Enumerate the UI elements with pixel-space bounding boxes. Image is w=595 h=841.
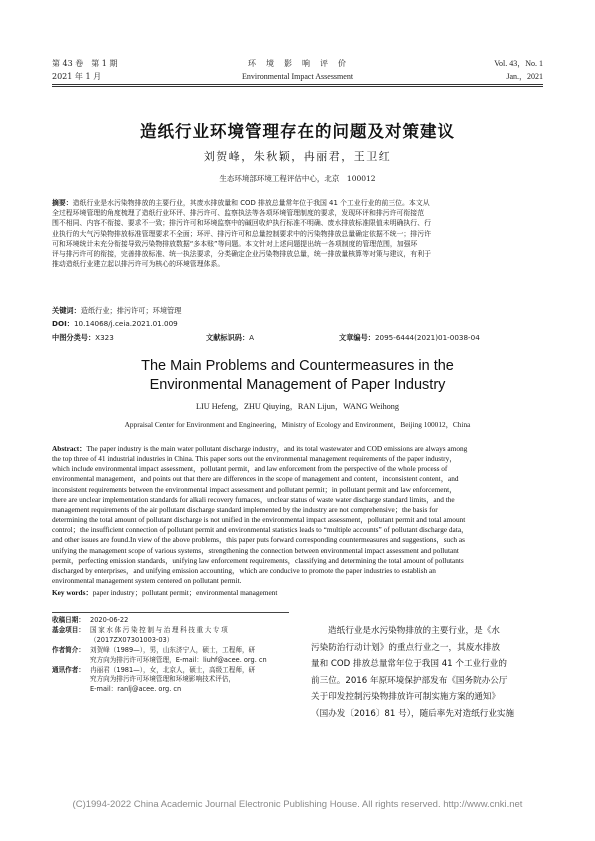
journal-name-zh: 环 境 影 响 评 价 [248, 59, 347, 68]
doc-code-value: A [249, 333, 255, 342]
body-text-zh [311, 623, 544, 723]
abstract-en-line: permit，perfecting emission standards，unifying law enforcement requirements，classifying and determining the total amount of pollutants [52, 555, 464, 565]
doi-link[interactable]: 10.14068/j.ceia.2021.01.009 [73, 319, 178, 328]
doi [52, 319, 178, 329]
keywords-zh-text: 造纸行业；排污许可；环境管理 [80, 306, 182, 315]
footnote-label: 收稿日期： [52, 616, 85, 624]
abstract-en-line: the top three of 41 industrial industries in China. This paper sorts out the environmental management requirements of the paper industry， [52, 454, 457, 464]
article-no-value: 2095-6444(2021)01-0038-04 [374, 333, 480, 342]
keywords-zh [52, 306, 181, 316]
journal-name-en: Environmental Impact Assessment [241, 72, 354, 81]
header-rule [52, 84, 543, 85]
article-title-en [0, 357, 595, 395]
abstract-en [52, 444, 543, 586]
abstract-zh-line: 评与排污许可的衔接，完善排放标准、统一执法要求，分类确定企业污染物排放总量，统一排放量核算等对策与建议，有利于 [52, 250, 431, 259]
abstract-zh-line: 围不相同、内容不衔接、要求不一致；排污许可和环境监察中的碱回收炉执行标准不明确、废水排放标准限值未明确执行、行 [52, 219, 431, 228]
clc-label: 中图分类号： [52, 333, 96, 342]
footnote-label: 基金项目： [52, 625, 85, 634]
abstract-en-line: The paper industry is the main water pollutant discharge industry，and its total wastewater and COD emissions are always among [86, 444, 468, 453]
abstract-zh [52, 198, 543, 269]
header-rule-thin [52, 86, 543, 87]
footnote-label: 通讯作者： [52, 665, 85, 674]
volume-issue-en: Vol. 43，No. 1 [494, 59, 543, 68]
abstract-zh-line: 业执行的大气污染物排放标准管理要求不全面；环评、排污许可和总量控制要求中的污染物排放总量确定依据不统一；排污许 [52, 229, 431, 238]
authors-en: LIU Hefeng，ZHU Qiuying，RAN Lijun，WANG Weihong [196, 402, 399, 411]
footnote-line: 究方向为排污许可环境管理，E-mail：liuhf@acee. org. cn [90, 655, 267, 664]
abstract-en-line: and other issues are found.In view of the above problems，this paper puts forward corresponding countermeasures and suggestions，such as [52, 535, 465, 545]
title-en-line: The Main Problems and Countermeasures in the [141, 358, 454, 374]
body-line: 量和 COD 排放总量常年位于我国 41 个工业行业的 [311, 659, 507, 670]
fund-project [52, 626, 292, 646]
author-bio [52, 646, 292, 666]
footnote-line: 2020-06-22 [90, 616, 129, 624]
keywords-en-text: paper industry；pollutant permit；environmental management [92, 588, 278, 597]
corresponding-author [52, 666, 292, 696]
abstract-zh-line: 可和环境统计未充分衔接导致污染物排放数据“多本账”等问题。本文针对上述问题提出统一各项制度的管理范围，加强环 [52, 239, 418, 248]
affiliation-zh: 生态环境部环境工程评估中心，北京 100012 [219, 174, 376, 183]
abstract-en-line: determining the total amount of pollutant discharge is not unified in the environmental impact assessment，pollutant permit and total amount [52, 515, 466, 525]
abstract-zh-label: 摘要： [52, 199, 73, 207]
copyright-watermark: (C)1994-2022 China Academic Journal Electronic Publishing House. All rights reserved. http://www.cnki.net [72, 799, 523, 810]
keywords-en-label: Key words： [52, 588, 93, 597]
abstract-en-line: which include environmental impact assessment，pollutant permit，and law enforcement from the perspective of the whole process of [52, 464, 448, 474]
abstract-en-line: environmental management system centered on pollutant permit. [52, 576, 242, 586]
footnote-line: 究方向为排污许可环境管理和环境影响技术评估， [90, 675, 236, 684]
abstract-en-line: environmental management，and points out that there are differences in the scope of management and content，inconsistent content，and [52, 474, 459, 484]
keywords-en [52, 588, 277, 598]
abstract-en-label: Abstract： [52, 444, 87, 453]
volume-issue-zh: 第 43 卷 第 1 期 [52, 59, 118, 68]
abstract-zh-line: 全过程环境管理的角度梳理了造纸行业环评、排污许可、监察执法等各项环境管理制度的要求，发现环评和排污许可衔接范 [52, 209, 425, 218]
abstract-zh-line: 推动造纸行业建立起以排污许可为核心的环境管理体系。 [52, 260, 225, 269]
authors-zh: 刘贺峰，朱秋颖，冉丽君，王卫红 [203, 150, 392, 163]
keywords-zh-label: 关键词： [52, 306, 81, 315]
abstract-en-line: discharged by enterprises，and unifying emission accounting，which are conducive to promote the paper industries to establish an [52, 565, 436, 575]
body-line: 造纸行业是水污染物排放的主要行业，是《水 [328, 626, 500, 636]
received-date [52, 616, 292, 626]
footnote-line: 国家水体污染控制与治理科技重大专项 [90, 625, 230, 634]
abstract-en-line: unifying the management scope of various systems，strengthening the connection between environmental impact assessment and pollutant [52, 545, 459, 555]
article-title-zh: 造纸行业环境管理存在的问题及对策建议 [140, 122, 455, 141]
abstract-zh-line: 造纸行业是水污染物排放的主要行业，其废水排放量和 COD 排放总量常年位于我国 41 个工业行业的前三位。本文从 [72, 199, 430, 207]
clc-value: X323 [95, 333, 114, 342]
footnotes [52, 616, 292, 695]
article-number [339, 333, 480, 343]
doi-label: DOI： [52, 319, 74, 328]
footnote-line: 刘贺峰（1989—），男，山东济宁人，硕士，工程师，研 [90, 645, 256, 654]
body-line: （国办发〔2016〕81 号），随后率先对造纸行业实施 [311, 708, 515, 719]
document-code [206, 333, 254, 343]
affiliation-en: Appraisal Center for Environment and Engineering，Ministry of Ecology and Environment，Beijing 100012，China [124, 420, 471, 429]
body-line: 前三位。2016 年原环境保护部发布《国务院办公厅 [311, 675, 508, 686]
abstract-en-line: management requirements of the air pollutant discharge standard implemented by the industry are not comprehensive；the basis for [52, 504, 438, 514]
title-en-line: Environmental Management of Paper Industry [149, 377, 446, 393]
footnote-line: E-mail：ranlj@acee. org. cn [90, 685, 182, 694]
footnote-label: 作者简介： [52, 645, 85, 654]
footnote-line: 冉丽君（1981—），女，北京人，硕士，高级工程师，研 [90, 665, 256, 674]
footnote-rule [52, 612, 289, 613]
article-no-label: 文章编号： [339, 333, 375, 342]
doc-code-label: 文献标识码： [206, 333, 250, 342]
body-line: 污染防治行动计划》的重点行业之一，其废水排放 [311, 642, 501, 653]
date-en: Jan.，2021 [506, 72, 543, 81]
abstract-en-line: control；the insufficient connection of pollutant permit and environmental statistics leads to “multiple accounts” of pollutant discharge data， [52, 525, 469, 535]
footnote-line: （2017ZX07301003-03） [90, 635, 174, 644]
abstract-en-line: there are unclear implementation standards for alkali recovery furnaces，unclear status of waste water discharge standard limits，and the [52, 494, 455, 504]
abstract-en-line: inconsistent requirements between the environmental impact assessment and pollutant permit；in pollutant permit and law enforcement， [52, 484, 457, 494]
clc-number [52, 333, 114, 343]
body-line: 关于印发控制污染物排放许可制实施方案的通知》 [311, 692, 501, 703]
date-zh: 2021 年 1 月 [52, 72, 102, 81]
